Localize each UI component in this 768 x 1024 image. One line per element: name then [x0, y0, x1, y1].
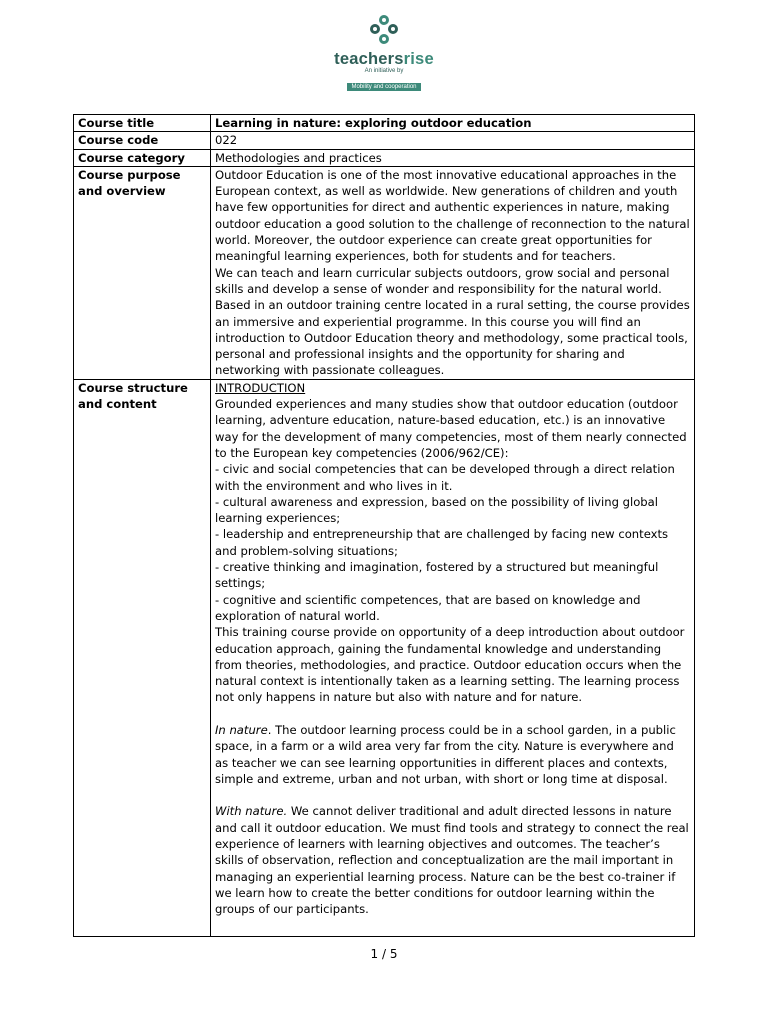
paragraph-gap	[215, 787, 690, 803]
with-nature-lead: With nature.	[215, 804, 288, 819]
in-nature-text: . The outdoor learning process could be in a school garden, in a public space, in a farm or a wild area very far from the city. Nature is everywhere and as teacher we can see learning opportunities in different places and contexts, simple and extreme, urban and not urban, with short or long time at disposal.	[215, 722, 676, 786]
brand-part-a: teachers	[334, 50, 404, 68]
tagline-org: Mobility and cooperation	[347, 83, 420, 91]
course-purpose-value	[211, 166, 695, 379]
in-nature-lead: In nature	[215, 722, 268, 737]
course-code-value: 022	[211, 132, 695, 149]
competency-bullet: - creative thinking and imagination, fostered by a structured but meaningful settings;	[215, 560, 659, 591]
competency-bullet: - cognitive and scientific competences, that are based on knowledge and exploration of natural world.	[215, 592, 641, 623]
brand-part-b: rise	[403, 50, 434, 68]
logo	[0, 14, 768, 93]
row-course-code	[74, 132, 695, 149]
purpose-paragraph: Outdoor Education is one of the most innovative educational approaches in the European context, as well as worldwide. New generations of children and youth have few opportunities for direct and authentic experiences in nature, making outdoor education a good solution to the challenge of reconnection to the natural world. Moreover, the outdoor experience can create great opportunities for meaningful learning experiences, both for students and for teachers.	[215, 167, 690, 264]
course-purpose-label: Course purpose and overview	[74, 166, 211, 379]
intro-paragraph: Grounded experiences and many studies show that outdoor education (outdoor learning, adventure education, nature-based education, etc.) is an innovative way for the development of many competencies, most of them nearly connected to the European key competencies (2006/962/CE):	[215, 397, 687, 460]
row-course-purpose	[74, 166, 695, 379]
course-title-label: Course title	[74, 115, 211, 132]
purpose-paragraph: We can teach and learn curricular subjects outdoors, grow social and personal skills and develop a sense of wonder and responsibility for the natural world.	[215, 265, 670, 296]
course-code-label: Course code	[74, 132, 211, 149]
row-course-category	[74, 149, 695, 166]
tagline: An initiative by	[364, 68, 404, 74]
paragraph-gap	[215, 706, 690, 722]
row-course-structure	[74, 379, 695, 936]
competency-bullet: - civic and social competencies that can be developed through a direct relation with the environment and who lives in it.	[215, 462, 675, 493]
in-nature-paragraph	[215, 722, 690, 787]
course-table	[73, 114, 695, 937]
row-course-title	[74, 115, 695, 132]
course-category-value: Methodologies and practices	[211, 149, 695, 166]
with-nature-paragraph	[215, 803, 690, 917]
purpose-paragraph: Based in an outdoor training centre located in a rural setting, the course provides an immersive and experiential programme. In this course you will find an introduction to Outdoor Education theory and methodology, some practical tools, personal and professional insights and the opportunity for sharing and networking with passionate colleagues.	[215, 298, 690, 378]
with-nature-text: We cannot deliver traditional and adult directed lessons in nature and call it outdoor education. We must find tools and strategy to connect the real experience of learners with learning objectives and outcomes. The teacher’s skills of observation, reflection and conceptualization are the mail important in managing an experiential learning process. Nature can be the best co-trainer if we learn how to create the better conditions for outdoor learning within the groups of our participants.	[215, 804, 689, 917]
course-structure-value	[211, 379, 695, 936]
section-heading: INTRODUCTION	[215, 380, 306, 395]
page-number: 1 / 5	[370, 947, 398, 961]
teachersrise-logo-icon	[366, 14, 402, 48]
competency-bullet: - cultural awareness and expression, based on the possibility of living global learning experiences;	[215, 494, 658, 526]
training-paragraph: This training course provide on opportunity of a deep introduction about outdoor education approach, gaining the fundamental knowledge and understanding from theories, methodologies, and practice. Outdoor education occurs when the natural context is intentionally taken as a learning setting. The learning process not only happens in nature but also with nature and for nature.	[215, 625, 685, 705]
course-title-value: Learning in nature: exploring outdoor education	[211, 115, 695, 132]
course-structure-label: Course structure and content	[74, 379, 211, 936]
course-category-label: Course category	[74, 149, 211, 166]
brand-name	[0, 50, 768, 68]
competency-bullet: - leadership and entrepreneurship that are challenged by facing new contexts and problem-solving situations;	[215, 527, 669, 558]
